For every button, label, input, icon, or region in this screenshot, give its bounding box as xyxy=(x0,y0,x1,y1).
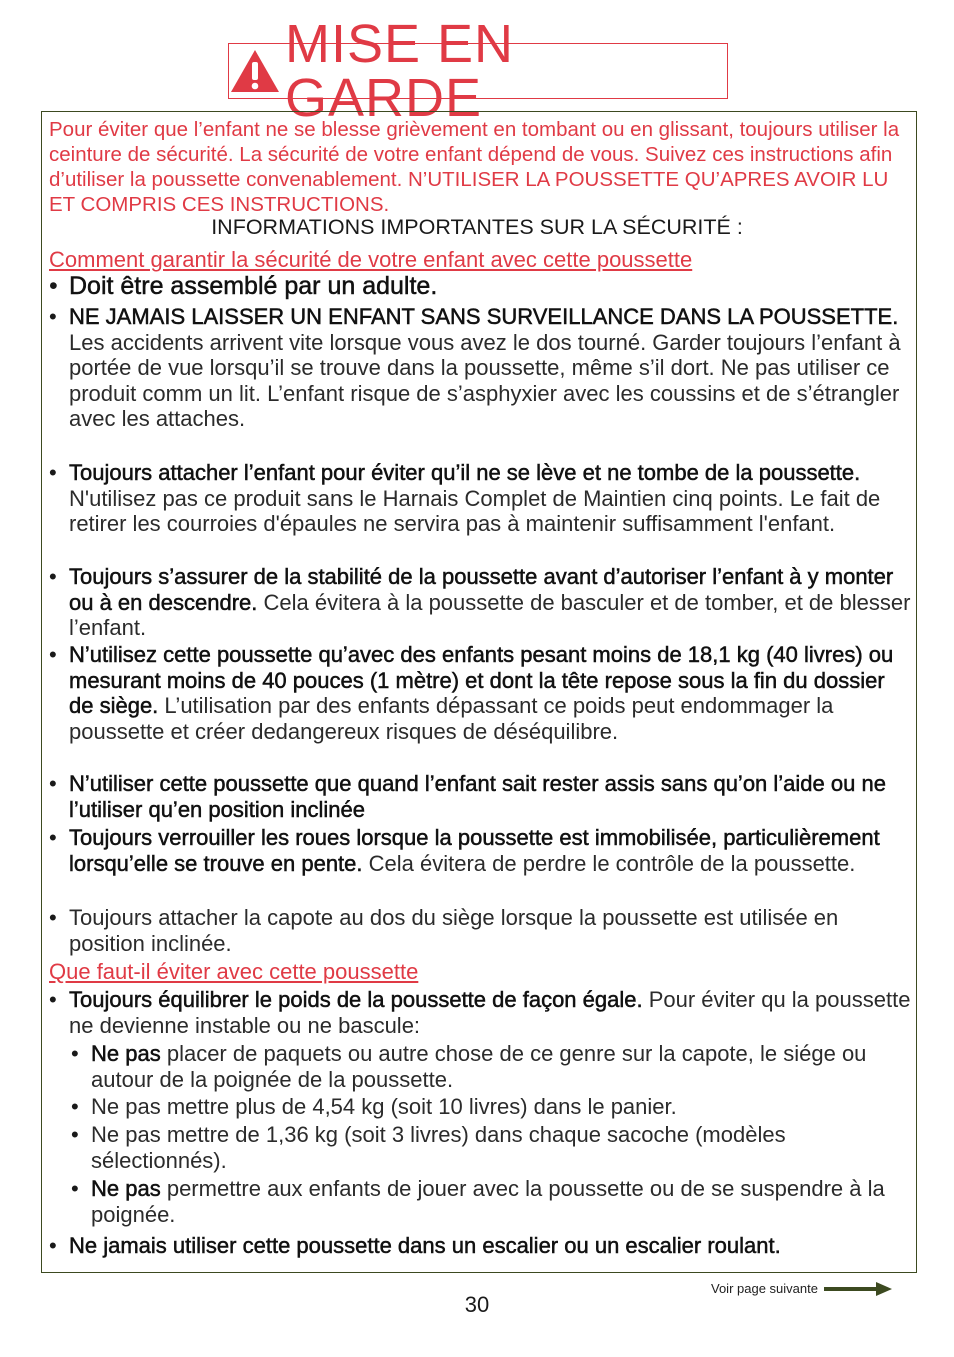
page-title: MISE EN GARDE xyxy=(284,14,515,128)
arrow-right-icon xyxy=(824,1282,892,1296)
bullet-item: • Toujours attacher la capote au dos du siège lorsque la poussette est utilisée en position inclinée. xyxy=(49,905,839,956)
bullet-item: • NE JAMAIS LAISSER UN ENFANT SANS SURVEILLANCE DANS LA POUSSETTE. Les accidents arrivent vite lorsque vous avez le dos tourné. Garder toujours l’enfant à portée de vue lorsqu’il se trouve dans la poussette, même s’il dort. Ne pas utiliser ce produit comm un lit. L’enfant risque de s’asphyxier avec les coussins et de s’étrangler avec les attaches. xyxy=(49,304,901,431)
bullet-item: • N’utilisez cette poussette qu’avec des enfants pesant moins de 18,1 kg (40 livres) ou mesurant moins de 40 pouces (1 mètre) et dont la tête repose sous la fin du dossier de siège. L’utilisation par des enfants dépassant ce poids peut endommager la poussette et créer dedangereux risques de déséquilibre. xyxy=(49,642,894,744)
next-page-link[interactable] xyxy=(711,1281,892,1296)
sub-bullet-item: • Ne pas mettre de 1,36 kg (soit 3 livres) dans chaque sacoche (modèles sélectionnés). xyxy=(71,1122,786,1173)
bullet-item: • Doit être assemblé par un adulte. xyxy=(49,272,438,300)
bullet-item-final: • Ne jamais utiliser cette poussette dans un escalier ou un escalier roulant. xyxy=(49,1233,781,1258)
warning-title-box xyxy=(228,14,728,128)
sub-bullet-item: • Ne pas mettre plus de 4,54 kg (soit 10 livres) dans le panier. xyxy=(71,1094,677,1119)
info-heading: INFORMATIONS IMPORTANTES SUR LA SÉCURITÉ : xyxy=(211,215,743,239)
bullet-item: • Toujours attacher l’enfant pour éviter qu’il ne se lève et ne tombe de la poussette. N'utilisez pas ce produit sans le Harnais Complet de Maintien cinq points. Le fait de retirer les courroies d'épaules ne servira pas à maintenir suffisamment l'enfant. xyxy=(49,460,881,536)
section-title-safety: Comment garantir la sécurité de votre enfant avec cette poussette xyxy=(49,247,693,272)
bullet-item: • Toujours verrouiller les roues lorsque la poussette est immobilisée, particulièrement lorsqu’elle se trouve en pente. Cela évitera de perdre le contrôle de la poussette. xyxy=(49,825,880,876)
bullet-item: • Toujours s’assurer de la stabilité de la poussette avant d’autoriser l’enfant à y monter ou à en descendre. Cela évitera à la poussette de basculer et de tomber, et de blesser l’enfant. xyxy=(49,564,911,640)
next-page-label: Voir page suivante xyxy=(711,1281,818,1296)
sub-bullet-item: • Ne pas permettre aux enfants de jouer avec la poussette ou de se suspendre à la poignée. xyxy=(71,1176,885,1227)
bullet-item: • N’utiliser cette poussette que quand l’enfant sait rester assis sans qu’on l’aide ou ne l’utiliser qu’en position inclinée xyxy=(49,771,886,822)
page-number: 30 xyxy=(464,1292,490,1317)
section-title-avoid: Que faut-il éviter avec cette poussette xyxy=(49,959,419,984)
intro-paragraph: Pour éviter que l’enfant ne se blesse grièvement en tombant ou en glissant, toujours utiliser la ceinture de sécurité. La sécurité de votre enfant dépend de vous. Suivez ces instructions afin d’utiliser la poussette convenablement. N’UTILISER LA POUSSETTE QU’APRES AVOIR LU ET COMPRIS CES INSTRUCTIONS. xyxy=(49,118,900,216)
bullet-item: • Toujours équilibrer le poids de la poussette de façon égale. Pour éviter qu la poussette ne devienne instable ou ne bascule: xyxy=(49,987,911,1038)
sub-bullet-item: • Ne pas placer de paquets ou autre chose de ce genre sur la capote, le siége ou autour de la poignée de la poussette. xyxy=(71,1041,867,1092)
warning-triangle-icon xyxy=(229,47,281,95)
